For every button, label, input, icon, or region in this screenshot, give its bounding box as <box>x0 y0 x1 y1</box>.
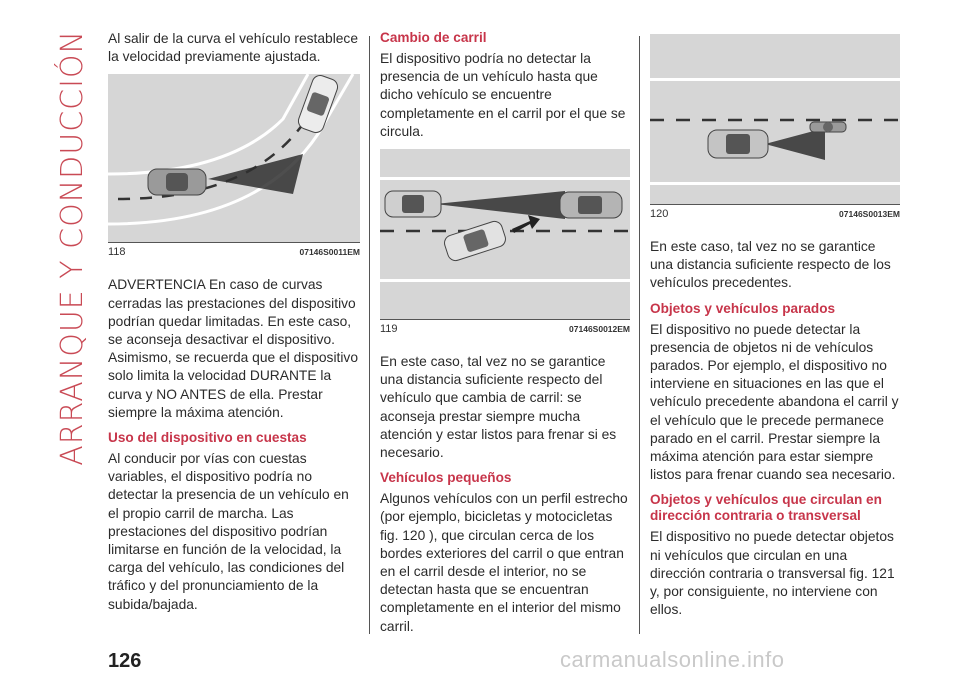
section-heading: Objetos y vehículos que circulan en dirección contraria o transversal <box>650 492 882 524</box>
watermark: carmanualsonline.info <box>560 647 785 672</box>
figure-number: 119 <box>380 323 398 336</box>
paragraph: En este caso, tal vez no se garantice una distancia suficiente respecto de los vehículos precedentes. <box>650 239 891 291</box>
figure-number: 118 <box>108 246 126 259</box>
figure-code: 07146S0013EM <box>839 209 900 219</box>
page-number: 126 <box>108 650 142 672</box>
paragraph: Algunos vehículos con un perfil estrecho (por ejemplo, bicicletas y motocicletas fig. 120 ), que circulan cerca de los bordes exteriores del carril o que entran en el carril desde el interior, no se detectan hasta que se encuentran completamente en el interior del mismo carril. <box>380 491 628 634</box>
section-side-title <box>52 30 92 466</box>
section-heading: Objetos y vehículos parados <box>650 300 836 316</box>
column-divider <box>639 36 640 634</box>
figure-120-motorcycle <box>650 34 900 204</box>
figure-caption <box>650 204 900 220</box>
paragraph: En este caso, tal vez no se garantice una distancia suficiente respecto del vehículo que cambia de carril: se aconseja prestar siempre mucha atención y estar listos para frenar si es necesario. <box>380 354 617 461</box>
figure-119-lane-change <box>380 149 630 319</box>
paragraph: El dispositivo podría no detectar la presencia de un vehículo hasta que dicho vehículo se encuentre completamente en el carril por el que se circula. <box>380 51 626 139</box>
figure-caption <box>380 319 630 335</box>
paragraph: Al conducir por vías con cuestas variables, el dispositivo podría no detectar la presencia de un vehículo en el propio carril de marcha. Las prestaciones del dispositivo podrían limitarse en función de la velocidad, la carga del vehículo, las condiciones del tráfico y del pronunciamiento de la subida/bajada. <box>108 451 349 612</box>
figure-number: 120 <box>650 208 669 220</box>
paragraph: Al salir de la curva el vehículo restablece la velocidad previamente ajustada. <box>108 31 359 65</box>
figure-118-curve <box>108 74 360 242</box>
figure-code: 07146S0011EM <box>299 247 360 258</box>
warning-paragraph: ADVERTENCIA En caso de curvas cerradas las prestaciones del dispositivo podrían quedar limitadas. En este caso, se aconseja desactivar el dispositivo. Asimismo, se recuerda que el dispositivo solo limita la velocidad DURANTE la curva y NO ANTES de ella. Prestar siempre la máxima atención. <box>108 277 358 420</box>
paragraph: El dispositivo no puede detectar objetos ni vehículos que circulan en una dirección contraria o transversal fig. 121 y, por consiguiente, no interviene con ellos. <box>650 529 895 618</box>
paragraph: El dispositivo no puede detectar la presencia de objetos ni de vehículos parados. Por ejemplo, el dispositivo no interviene en situaciones en las que el vehículo precedente abandona el carril y el vehículo que le precede permanece parado en el carril. Prestar siempre la máxima atención para estar siempre listos para frenar cuando sea necesario. <box>650 321 899 483</box>
column-3 <box>650 30 900 627</box>
figure-caption <box>108 242 360 258</box>
column-1 <box>108 30 360 622</box>
figure-code: 07146S0012EM <box>569 324 630 335</box>
column-divider <box>369 36 370 634</box>
column-2 <box>380 30 630 644</box>
section-heading: Cambio de carril <box>380 30 487 45</box>
section-side-title-text: ARRANQUE Y CONDUCCIÓN <box>54 30 90 466</box>
section-heading: Vehículos pequeños <box>380 470 512 486</box>
section-heading: Uso del dispositivo en cuestas <box>108 430 307 446</box>
